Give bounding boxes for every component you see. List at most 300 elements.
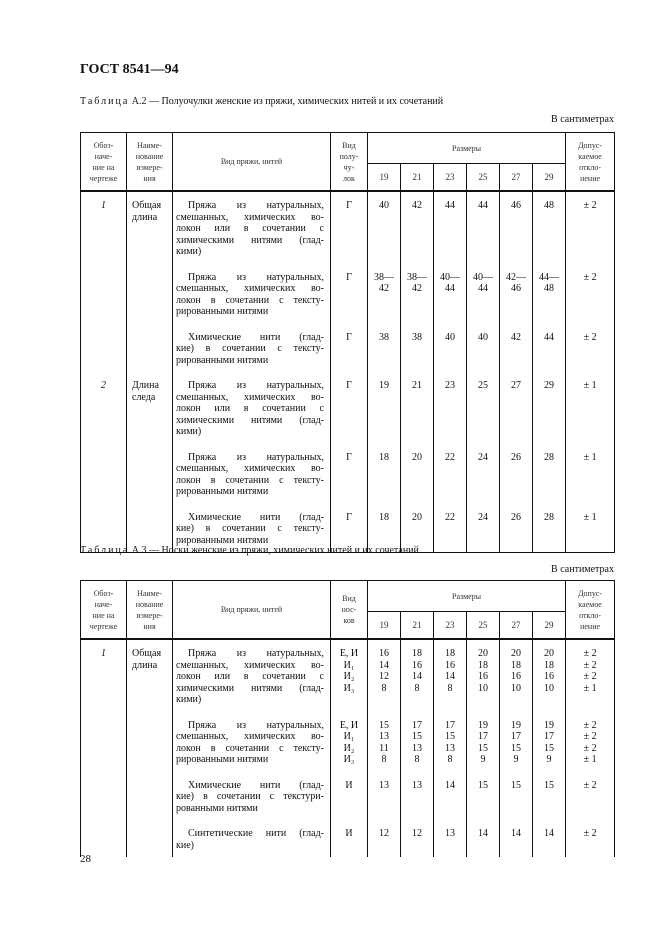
size-value: 24 — [478, 511, 488, 523]
size-value: 42— — [506, 271, 526, 283]
size-value-cell — [368, 712, 401, 772]
size-value: 20 — [544, 648, 555, 659]
header-size: 21 — [401, 612, 434, 640]
row-measurement-name — [127, 820, 173, 857]
description-line: локон или в сочетании с — [176, 223, 324, 234]
header-size: 21 — [401, 164, 434, 192]
size-value-cell — [467, 324, 500, 373]
description-line: Химические нити (глад- — [188, 779, 324, 791]
size-value: 14 — [445, 779, 455, 791]
description-line: локон в сочетании с тексту- — [176, 474, 324, 486]
description-line: Пряжа из натуральных, — [188, 648, 324, 659]
caption-text: А.3 — Носки женские из пряжи, химических нитей и их сочетаний — [131, 545, 419, 556]
size-value-cell — [500, 772, 533, 821]
size-value-cell — [500, 820, 533, 857]
description-line: локон или в сочетании с — [176, 671, 324, 682]
size-value: 44— — [539, 271, 560, 283]
size-value-cell — [467, 264, 500, 324]
size-value-cell — [467, 639, 500, 712]
row-yarn-description — [173, 444, 331, 504]
header-sizes: Размеры — [368, 133, 566, 164]
description-line: кие) в сочетании с тексту- — [176, 343, 324, 354]
row-product-type — [331, 772, 368, 821]
size-value: 19 — [478, 719, 488, 731]
table-row — [81, 191, 615, 264]
size-value: 40 — [478, 331, 488, 343]
header-size: 23 — [434, 612, 467, 640]
product-type-value: И₁ — [343, 731, 355, 742]
row-tolerance — [566, 191, 615, 264]
header-size: 25 — [467, 612, 500, 640]
product-type-value: Г — [346, 271, 352, 283]
row-measurement-name — [127, 324, 173, 373]
size-value: 16 — [412, 659, 422, 671]
size-value-cell — [368, 444, 401, 504]
size-value: 23 — [445, 380, 455, 391]
product-type-value: И₂ — [343, 671, 355, 682]
row-product-type — [331, 372, 368, 444]
description-line: Химические нити (глад- — [188, 511, 324, 523]
description-line: смешанных, химических во- — [176, 463, 324, 474]
size-value-cell — [467, 820, 500, 857]
table-row — [81, 639, 615, 712]
size-value: 19 — [379, 380, 389, 391]
size-value: 16 — [478, 671, 488, 682]
size-value: 22 — [445, 451, 455, 463]
product-type-value: Е, И — [339, 719, 359, 731]
size-value-cell — [434, 504, 467, 553]
size-value: 10 — [478, 682, 488, 694]
tolerance-value: ± 2 — [583, 271, 597, 283]
tolerance-value: ± 2 — [583, 331, 597, 343]
size-value: 16 — [379, 648, 389, 659]
size-value: 48 — [544, 200, 555, 211]
size-value: 10 — [511, 682, 521, 694]
row-measurement-name: Длина следа — [127, 372, 173, 444]
product-type-value: И — [345, 828, 353, 839]
description-line: Пряжа из натуральных, — [188, 380, 324, 391]
description-line: Пряжа из натуральных, — [188, 719, 324, 731]
size-value-cell — [368, 772, 401, 821]
product-type-value: И₂ — [343, 742, 355, 754]
size-value-cell — [434, 639, 467, 712]
table-a3-caption — [80, 545, 419, 556]
tolerance-value: ± 2 — [583, 200, 597, 211]
description-line: химическими нитями (глад- — [176, 234, 324, 246]
size-value-cell — [401, 372, 434, 444]
size-value-cell — [434, 772, 467, 821]
table-a2 — [80, 132, 615, 553]
description-line: кие) в сочетании с текстури- — [176, 791, 324, 802]
description-line: кие) в сочетании с тексту- — [176, 523, 324, 534]
size-value-cell — [434, 191, 467, 264]
header-tolerance: Допус- каемое откло- нение — [566, 133, 615, 192]
product-type-value: И₃ — [343, 682, 355, 694]
size-value: 38— — [407, 271, 427, 283]
table-row — [81, 772, 615, 821]
document-header: ГОСТ 8541—94 — [80, 62, 179, 77]
header-product-type: Вид полу- чу- лок — [331, 133, 368, 192]
size-value: 17 — [511, 731, 521, 742]
size-value: 9 — [546, 754, 552, 765]
size-value: 14 — [412, 671, 422, 682]
size-value: 13 — [412, 742, 422, 754]
size-value-cell — [467, 504, 500, 553]
row-yarn-description — [173, 639, 331, 712]
size-value: 16 — [511, 671, 521, 682]
size-value-cell — [533, 820, 566, 857]
size-value-cell — [434, 820, 467, 857]
row-designation — [81, 772, 127, 821]
size-value-cell — [368, 820, 401, 857]
size-value: 17 — [412, 719, 422, 731]
size-value: 17 — [544, 731, 555, 742]
row-tolerance — [566, 639, 615, 712]
size-value: 14 — [544, 828, 555, 839]
caption-label: Таблица — [80, 96, 130, 107]
description-line: Пряжа из натуральных, — [188, 451, 324, 463]
header-size: 27 — [500, 612, 533, 640]
row-product-type — [331, 639, 368, 712]
size-value: 15 — [544, 742, 555, 754]
row-yarn-description — [173, 264, 331, 324]
size-value-cell — [533, 639, 566, 712]
size-value-cell — [401, 324, 434, 373]
tolerance-value: ± 2 — [583, 731, 597, 742]
size-value: 8 — [447, 754, 453, 765]
size-value-cell — [533, 191, 566, 264]
description-line: кие) — [176, 839, 194, 851]
row-yarn-description — [173, 820, 331, 857]
size-value: 14 — [478, 828, 488, 839]
header-measurement-name: Наиме- нование измере- ния — [127, 581, 173, 640]
size-value-cell — [401, 712, 434, 772]
size-value-cell — [434, 264, 467, 324]
size-value: 13 — [379, 779, 389, 791]
size-value: 17 — [478, 731, 488, 742]
size-value: 10 — [544, 682, 555, 694]
size-value: 12 — [379, 828, 389, 839]
size-value: 19 — [544, 719, 555, 731]
description-line: кими) — [176, 246, 202, 257]
header-sizes: Размеры — [368, 581, 566, 612]
header-measurement-name: Наиме- нование измере- ния — [127, 133, 173, 192]
size-value-cell — [500, 324, 533, 373]
product-type-value: Г — [346, 331, 352, 343]
row-tolerance — [566, 264, 615, 324]
size-value: 15 — [544, 779, 555, 791]
size-value: 18 — [511, 659, 521, 671]
size-value: 20 — [478, 648, 488, 659]
table-row — [81, 712, 615, 772]
description-line: химическими нитями (глад- — [176, 414, 324, 426]
size-value: 8 — [414, 682, 420, 694]
size-value: 40— — [440, 271, 460, 283]
row-designation — [81, 324, 127, 373]
caption-text: А.2 — Полуочулки женские из пряжи, химических нитей и их сочетаний — [131, 96, 444, 107]
size-value: 38 — [412, 331, 422, 343]
description-line: смешанных, химических во- — [176, 731, 324, 742]
table-row — [81, 372, 615, 444]
header-size: 23 — [434, 164, 467, 192]
size-value-cell — [467, 444, 500, 504]
size-value: 15 — [379, 719, 389, 731]
description-line: кими) — [176, 426, 202, 437]
description-line: рированными нитями — [176, 354, 269, 366]
size-value: 20 — [412, 511, 422, 523]
size-value: 46 — [511, 200, 521, 211]
size-value: 11 — [379, 742, 389, 754]
header-size: 29 — [533, 612, 566, 640]
table-row — [81, 820, 615, 857]
header-tolerance: Допус- каемое откло- нение — [566, 581, 615, 640]
size-value: 46 — [511, 283, 521, 294]
size-value-cell — [533, 712, 566, 772]
product-type-value: И₃ — [343, 754, 355, 765]
product-type-value: И — [345, 779, 353, 791]
description-line: локон в сочетании с тексту- — [176, 742, 324, 754]
size-value: 13 — [445, 828, 455, 839]
description-line: химическими нитями (глад- — [176, 682, 324, 694]
size-value: 38— — [374, 271, 394, 283]
size-value: 9 — [513, 754, 519, 765]
size-value: 25 — [478, 380, 488, 391]
size-value: 15 — [511, 742, 521, 754]
size-value: 40— — [473, 271, 493, 283]
product-type-value: Г — [346, 200, 352, 211]
size-value-cell — [500, 712, 533, 772]
size-value-cell — [467, 772, 500, 821]
row-tolerance — [566, 444, 615, 504]
row-measurement-name — [127, 264, 173, 324]
size-value: 42 — [511, 331, 521, 343]
row-tolerance — [566, 820, 615, 857]
description-line: рированными нитями — [176, 534, 269, 546]
size-value-cell — [533, 504, 566, 553]
size-value-cell — [368, 324, 401, 373]
tolerance-value: ± 2 — [583, 671, 597, 682]
size-value: 19 — [511, 719, 521, 731]
description-line: смешанных, химических во- — [176, 283, 324, 294]
row-designation: 1 — [81, 639, 127, 712]
size-value-cell — [533, 264, 566, 324]
size-value-cell — [467, 372, 500, 444]
size-value-cell — [500, 191, 533, 264]
size-value: 12 — [412, 828, 422, 839]
description-line: смешанных, химических во- — [176, 391, 324, 403]
table-a3 — [80, 580, 615, 857]
size-value: 15 — [478, 779, 488, 791]
size-value: 42 — [412, 200, 422, 211]
tolerance-value: ± 2 — [583, 828, 597, 839]
size-value: 14 — [511, 828, 521, 839]
size-value-cell — [533, 324, 566, 373]
row-tolerance — [566, 504, 615, 553]
size-value-cell — [401, 444, 434, 504]
size-value: 40 — [379, 200, 389, 211]
description-line: Пряжа из натуральных, — [188, 271, 324, 283]
tolerance-value: ± 1 — [583, 754, 597, 765]
header-yarn-type: Вид пряжи, нитей — [173, 133, 331, 192]
size-value: 15 — [511, 779, 521, 791]
size-value: 44 — [445, 200, 455, 211]
row-product-type — [331, 712, 368, 772]
size-value: 8 — [381, 682, 387, 694]
size-value: 18 — [544, 659, 555, 671]
tolerance-value: ± 2 — [583, 648, 597, 659]
size-value: 14 — [445, 671, 455, 682]
size-value-cell — [500, 264, 533, 324]
description-line: кими) — [176, 694, 202, 705]
row-tolerance — [566, 712, 615, 772]
size-value: 18 — [379, 511, 389, 523]
table-row — [81, 444, 615, 504]
size-value-cell — [533, 772, 566, 821]
row-designation — [81, 264, 127, 324]
size-value: 16 — [544, 671, 555, 682]
row-product-type — [331, 264, 368, 324]
header-size: 19 — [368, 612, 401, 640]
size-value: 20 — [511, 648, 521, 659]
description-line: Пряжа из натуральных, — [188, 200, 324, 211]
header-size: 29 — [533, 164, 566, 192]
size-value: 14 — [379, 659, 389, 671]
header-designation: Обоз- наче- ние на чертеже — [81, 133, 127, 192]
size-value-cell — [500, 372, 533, 444]
size-value: 8 — [447, 682, 453, 694]
tolerance-value: ± 2 — [583, 719, 597, 731]
size-value: 12 — [379, 671, 389, 682]
size-value: 27 — [511, 380, 521, 391]
size-value: 26 — [511, 511, 521, 523]
row-yarn-description — [173, 772, 331, 821]
product-type-value: Г — [346, 511, 352, 523]
row-designation — [81, 712, 127, 772]
row-yarn-description — [173, 712, 331, 772]
caption-label: Таблица — [80, 545, 130, 556]
row-product-type — [331, 820, 368, 857]
size-value-cell — [401, 772, 434, 821]
page-number: 28 — [80, 853, 91, 865]
size-value-cell — [500, 504, 533, 553]
description-line: Химические нити (глад- — [188, 331, 324, 343]
row-designation — [81, 820, 127, 857]
header-product-type: Вид нос- ков — [331, 581, 368, 640]
size-value: 44 — [445, 283, 455, 294]
size-value: 29 — [544, 380, 555, 391]
size-value-cell — [368, 264, 401, 324]
row-measurement-name — [127, 712, 173, 772]
row-measurement-name — [127, 444, 173, 504]
size-value-cell — [434, 324, 467, 373]
description-line: рированными нитями — [176, 754, 269, 765]
size-value: 26 — [511, 451, 521, 463]
product-type-value: Е, И — [339, 648, 359, 659]
size-value: 15 — [478, 742, 488, 754]
size-value-cell — [401, 191, 434, 264]
row-tolerance — [566, 324, 615, 373]
table-row — [81, 324, 615, 373]
size-value-cell — [401, 639, 434, 712]
product-type-value: Г — [346, 451, 352, 463]
tolerance-value: ± 2 — [583, 659, 597, 671]
size-value-cell — [434, 712, 467, 772]
size-value: 40 — [445, 331, 455, 343]
size-value: 15 — [412, 731, 422, 742]
description-line: рованными нитями — [176, 802, 258, 814]
row-designation: 2 — [81, 372, 127, 444]
row-designation — [81, 444, 127, 504]
size-value-cell — [467, 191, 500, 264]
description-line: смешанных, химических во- — [176, 659, 324, 671]
header-size: 19 — [368, 164, 401, 192]
size-value-cell — [401, 820, 434, 857]
description-line: локон или в сочетании с — [176, 403, 324, 414]
table-row — [81, 264, 615, 324]
size-value: 22 — [445, 511, 455, 523]
size-value: 28 — [544, 511, 555, 523]
row-yarn-description — [173, 324, 331, 373]
size-value: 18 — [412, 648, 422, 659]
size-value: 18 — [379, 451, 389, 463]
tolerance-value: ± 2 — [583, 779, 597, 791]
size-value-cell — [434, 372, 467, 444]
header-size: 25 — [467, 164, 500, 192]
description-line: рированными нитями — [176, 486, 269, 497]
size-value: 24 — [478, 451, 488, 463]
size-value: 17 — [445, 719, 455, 731]
description-line: локон в сочетании с тексту- — [176, 294, 324, 306]
row-product-type — [331, 191, 368, 264]
description-line: рированными нитями — [176, 306, 269, 317]
size-value: 28 — [544, 451, 555, 463]
table-a2-caption — [80, 96, 443, 107]
size-value: 13 — [379, 731, 389, 742]
row-tolerance — [566, 772, 615, 821]
row-tolerance — [566, 372, 615, 444]
row-yarn-description — [173, 191, 331, 264]
size-value-cell — [401, 264, 434, 324]
product-type-value: И₁ — [343, 659, 355, 671]
size-value: 44 — [544, 331, 555, 343]
size-value: 13 — [412, 779, 422, 791]
description-line: Синтетические нити (глад- — [188, 828, 324, 839]
header-designation: Обоз- наче- ние на чертеже — [81, 581, 127, 640]
size-value: 18 — [445, 648, 455, 659]
size-value: 38 — [379, 331, 389, 343]
size-value-cell — [368, 191, 401, 264]
size-value: 15 — [445, 731, 455, 742]
size-value: 20 — [412, 451, 422, 463]
table-a2-unit: В сантиметрах — [551, 114, 614, 125]
row-product-type — [331, 444, 368, 504]
row-measurement-name: Общая длина — [127, 639, 173, 712]
size-value: 13 — [445, 742, 455, 754]
size-value-cell — [368, 372, 401, 444]
row-measurement-name — [127, 772, 173, 821]
header-yarn-type: Вид пряжи, нитей — [173, 581, 331, 640]
row-product-type — [331, 324, 368, 373]
row-yarn-description — [173, 372, 331, 444]
size-value-cell — [368, 639, 401, 712]
tolerance-value: ± 1 — [583, 380, 597, 391]
size-value: 44 — [478, 200, 488, 211]
size-value-cell — [500, 444, 533, 504]
size-value: 8 — [381, 754, 387, 765]
size-value: 18 — [478, 659, 488, 671]
tolerance-value: ± 1 — [583, 511, 597, 523]
size-value: 42 — [379, 283, 389, 294]
